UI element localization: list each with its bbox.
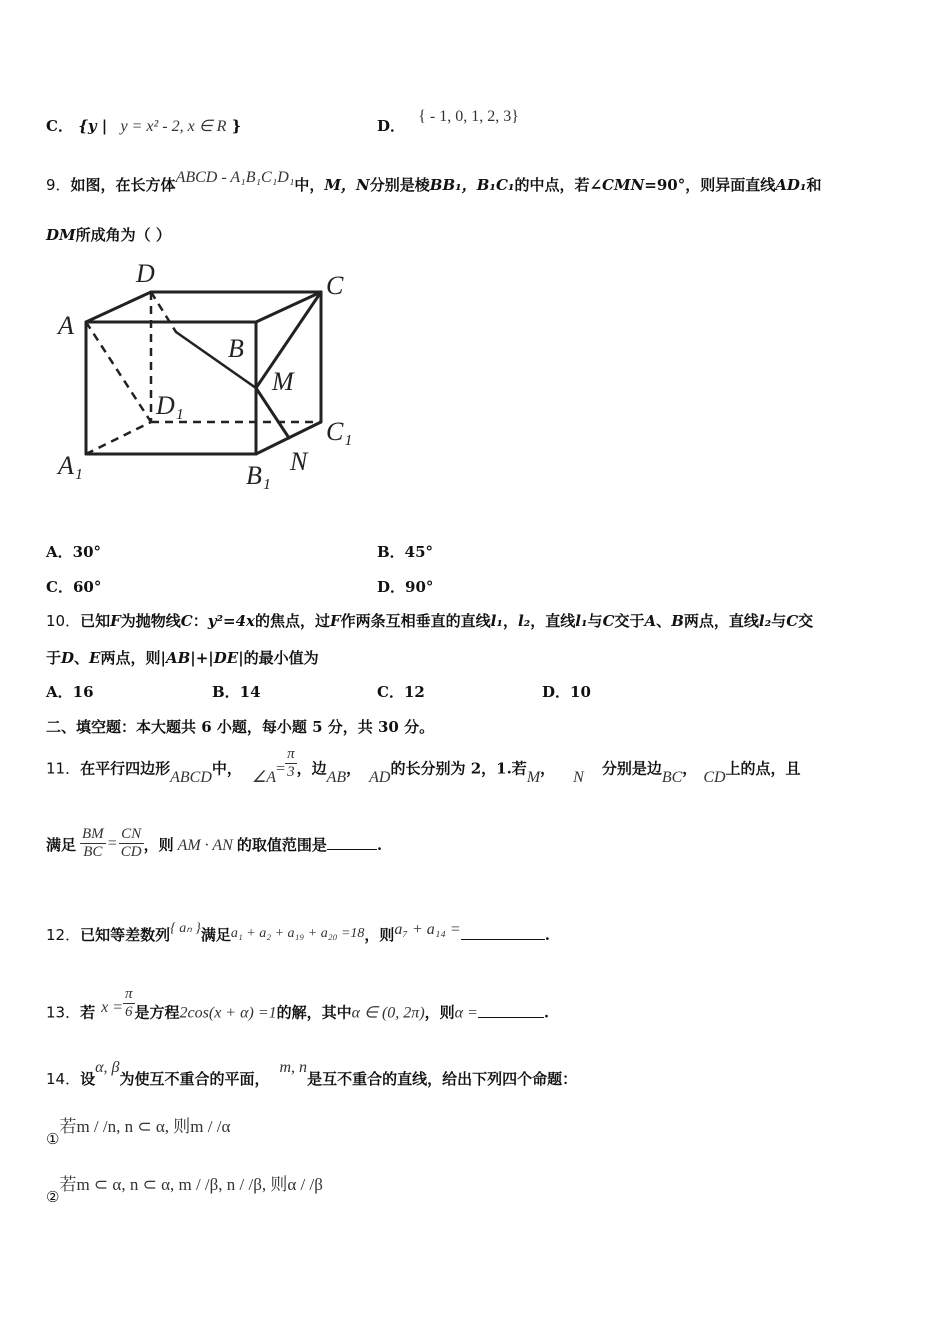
q8-option-c: C． {y | y = x² - 2, x ∈ R } [46,117,242,135]
q11-stem-line2: 满足 $\frac{BM}{BC}$ = $\frac{CN}{CD}$ ，则 AM · AN 的取值范围是 . [46,826,383,860]
q13-stem: 13．若 x = $\frac{\pi}{6}$ 是方程2cos(x + α) =1的解，其中α ∈ (0, 2π)，则α = . [46,986,550,1022]
q9-stem-line1: 9．如图，在长方体ABCD - A₁B₁C₁D₁中，M，N分别是棱BB₁，B₁C₁的中点，若∠CMN=90°，则异面直线AD₁和 [46,169,822,194]
q13-pi-over-6: $\frac{\pi}{6}$ [125,986,133,1020]
q10-option-d: D．10 [542,683,591,701]
q11-frac-cn-cd: $\frac{CN}{CD}$ [120,826,142,860]
q13-answer-blank [478,1017,544,1018]
q8-option-d: D． { - 1, 0, 1, 2, 3} [377,108,519,135]
q9-solid: ABCD - A₁B₁C₁D₁ [175,169,295,186]
q14-stem: 14．设α, β为使互不重合的平面，m, n是互不重合的直线，给出下列四个命题： [46,1059,578,1088]
q12-answer-blank [461,939,545,940]
q14-proposition-1: ①若m / /n, n ⊂ α, 则m / /α [46,1117,231,1148]
q8-c-expression: y = x² - 2, x ∈ R [120,118,227,135]
q9-option-b: B．45° [377,543,434,561]
q10-stem-line1: 10．已知F为抛物线C：y²=4x的焦点，过F作两条互相垂直的直线l₁，l₂，直线l₁与C交于A、B两点，直线l₂与C交 [46,612,814,630]
q9-option-d: D．90° [377,578,434,596]
fig-label-N: N [290,447,308,476]
q10-option-c: C．12 [377,683,425,701]
fig-label-C: C [326,271,344,300]
q11-frac-bm-bc: $\frac{BM}{BC}$ [82,826,104,860]
q9-cuboid-figure [46,252,366,502]
q9-stem-line2: DM所成角为（ ） [46,226,171,244]
q12-stem: 12．已知等差数列{ aₙ }满足a₁ + a₂ + a₁₉ + a₂₀ =18，则a₇ + a₁₄ = . [46,921,550,944]
fig-label-M: M [272,367,294,396]
q8-d-set: { - 1, 0, 1, 2, 3} [418,108,519,125]
fig-label-A: A [58,311,74,340]
q10-stem-line2: 于D、E两点，则|AB|+|DE|的最小值为 [46,649,319,667]
fig-label-D: D [136,259,155,288]
q9-option-a: A．30° [46,543,102,561]
q11-stem-line1: 11．在平行四边形ABCD中， ∠A= $\frac{\pi}{3}$ ，边AB， AD的长分别为 2，1.若M， N 分别是边BC， CD上的点，且 [46,746,801,786]
q9-option-c: C．60° [46,578,102,596]
fig-label-B: B [228,334,244,363]
fig-label-C1: C₁ [326,417,353,446]
fig-label-A1: A₁ [58,451,83,480]
fig-label-D1: D₁ [156,391,184,420]
q10-option-a: A．16 [46,683,94,701]
q11-answer-blank [327,849,377,850]
q10-option-b: B．14 [212,683,261,701]
section-heading-fill-in: 二、填空题：本大题共 6 小题，每小题 5 分，共 30 分。 [46,718,435,736]
q11-pi-over-3: $\frac{\pi}{3}$ [287,746,295,780]
fig-label-B1: B₁ [246,461,271,490]
q14-proposition-2: ②若m ⊂ α, n ⊂ α, m / /β, n / /β, 则α / /β [46,1175,323,1206]
